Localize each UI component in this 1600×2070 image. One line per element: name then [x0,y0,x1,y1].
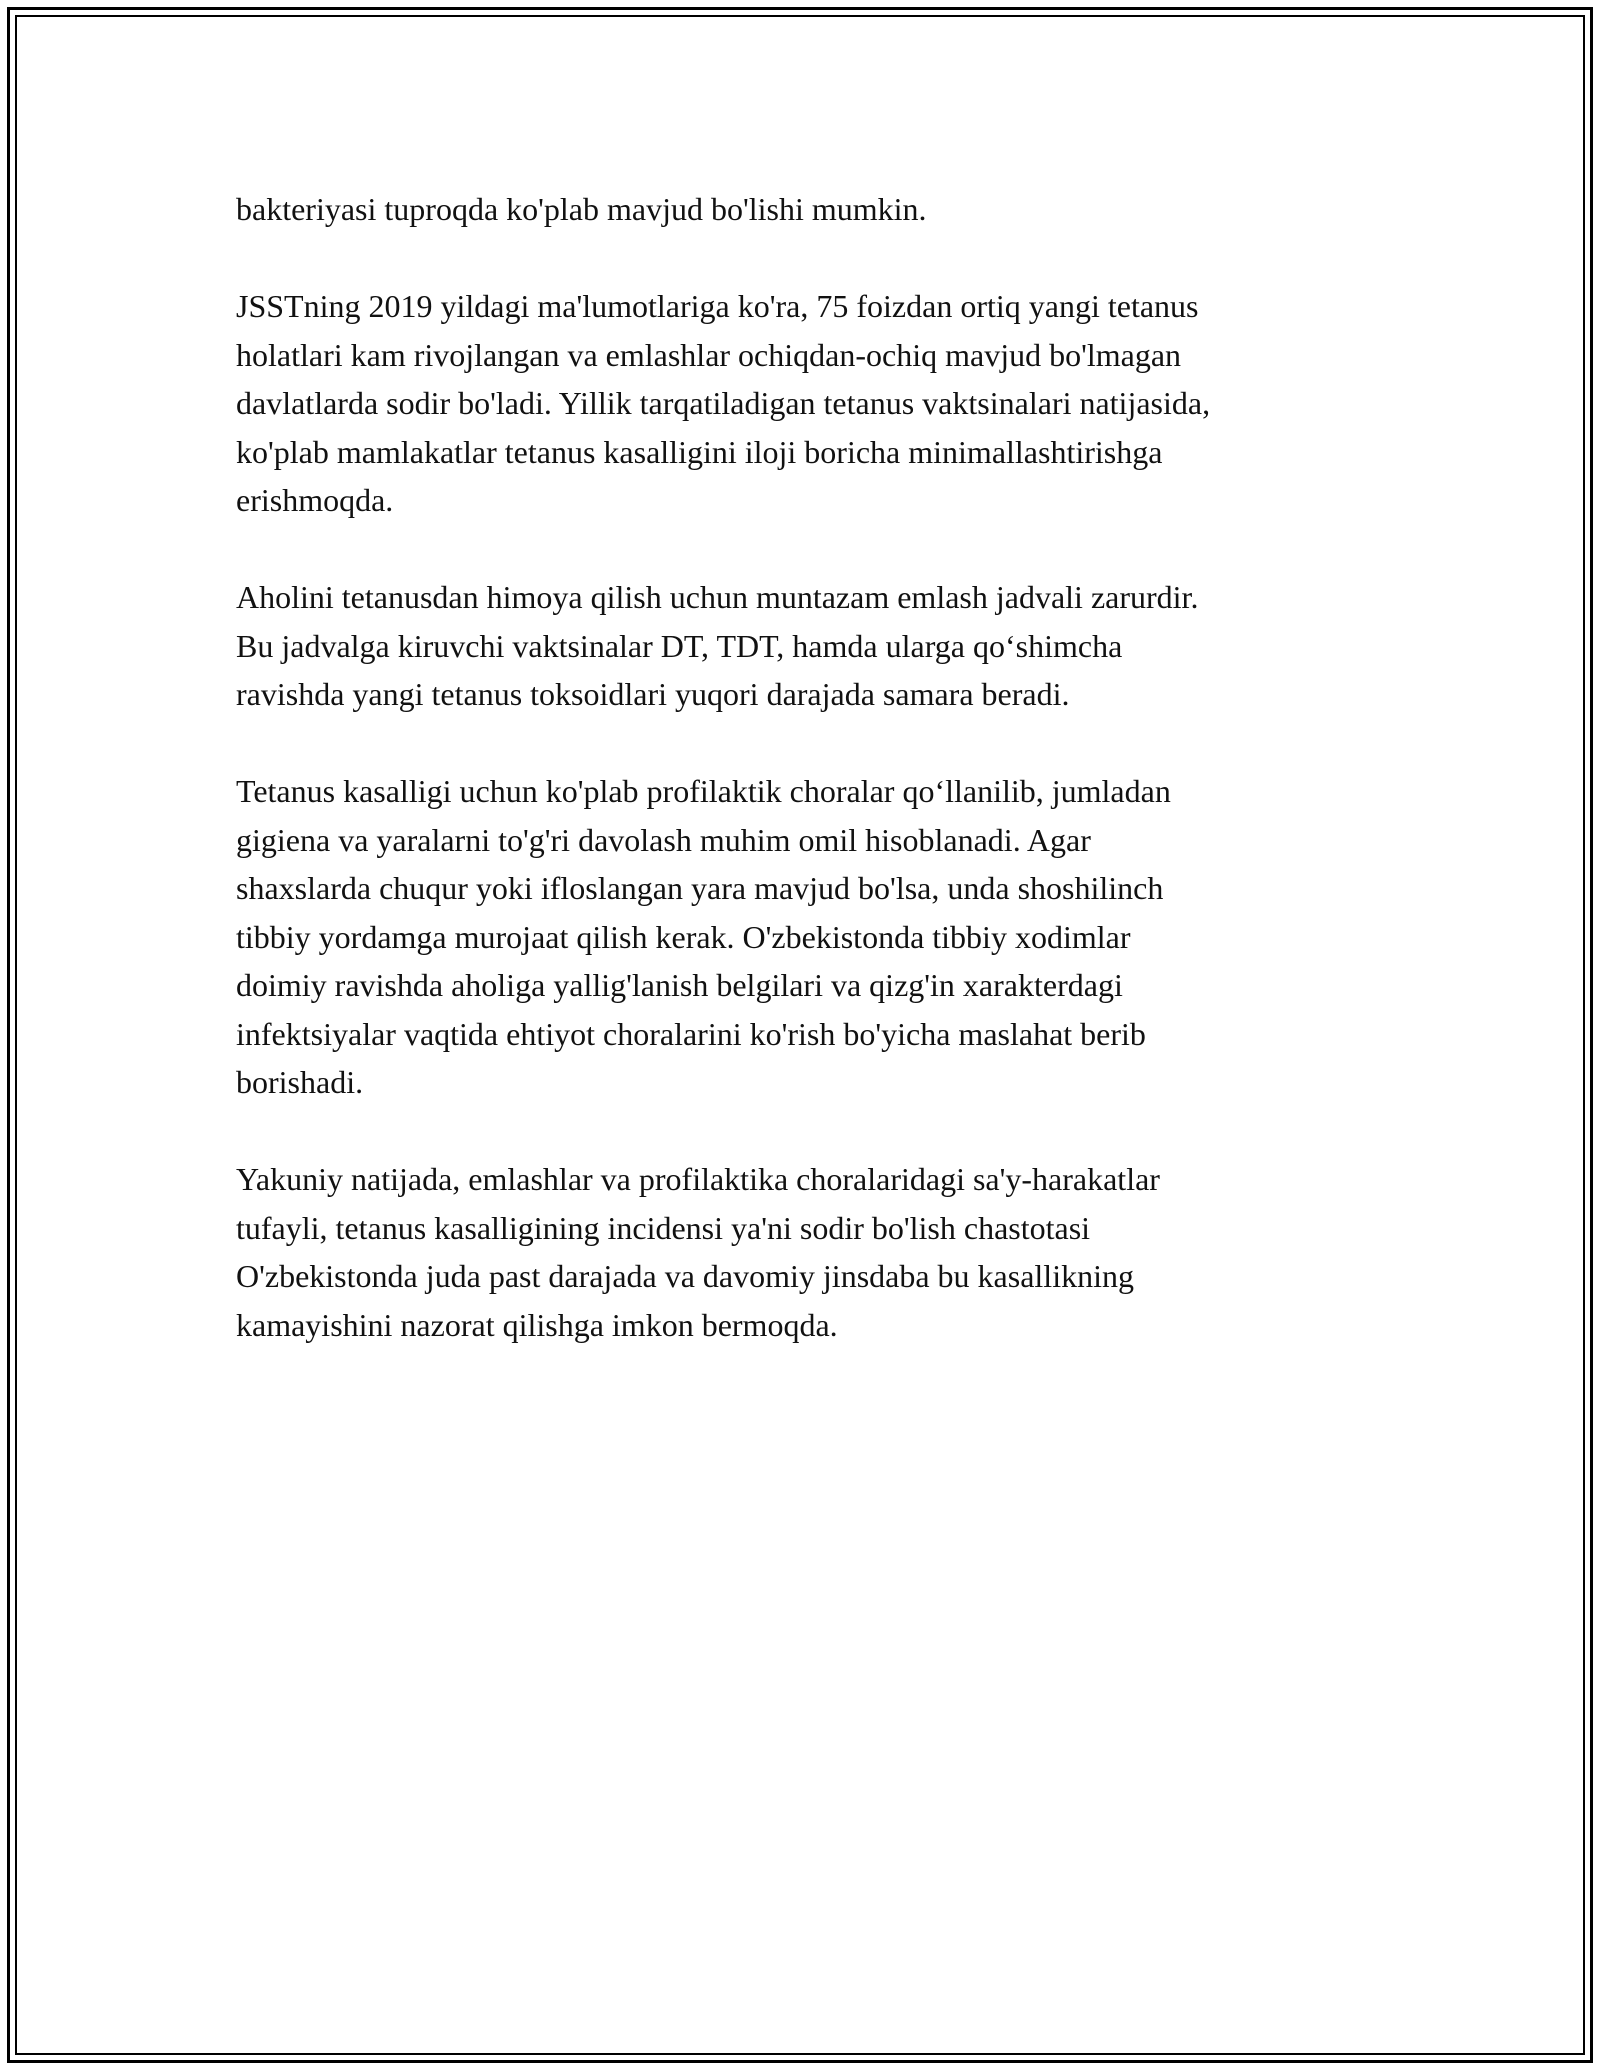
text-line: borishadi. [236,1064,364,1100]
text-line: shaxslarda chuqur yoki ifloslangan yara mavjud bo'lsa, unda shoshilinch [236,870,1164,906]
text-line: ko'plab mamlakatlar tetanus kasalligini iloji boricha minimallashtirishga [236,433,1163,470]
text-line: ravishda yangi tetanus toksoidlari yuqori darajada samara beradi. [236,676,1070,712]
text-line: infektsiyalar vaqtida ehtiyot choralarini ko'rish bo'yicha maslahat berib [236,1015,1146,1052]
paragraph-4 [236,767,1376,1107]
paragraph-5 [236,1155,1376,1349]
text-line: tibbiy yordamga murojaat qilish kerak. O'zbekistonda tibbiy xodimlar [236,918,1131,955]
text-line: Bu jadvalga kiruvchi vaktsinalar DT, TDT, hamda ularga qo‘shimcha [236,627,1123,664]
text-line: tufayli, tetanus kasalligining incidensi ya'ni sodir bo'lish chastotasi [236,1209,1091,1246]
text-line: kamayishini nazorat qilishga imkon bermoqda. [236,1306,838,1343]
text-line: gigiena va yaralarni to'g'ri davolash muhim omil hisoblanadi. Agar [236,821,1091,858]
text-line: holatlari kam rivojlangan va emlashlar ochiqdan-ochiq mavjud bo'lmagan [236,336,1182,373]
text-line: doimiy ravishda aholiga yallig'lanish belgilari va qizg'in xarakterdagi [236,967,1123,1003]
paragraph-2 [236,282,1376,525]
text-line: bakteriyasi tuproqda ko'plab mavjud bo'lishi mumkin. [236,191,927,227]
text-line: Aholini tetanusdan himoya qilish uchun muntazam emlash jadvali zarurdir. [236,579,1199,615]
paragraph-1 [236,185,1376,234]
text-line: Yakuniy natijada, emlashlar va profilaktika choralaridagi sa'y-harakatlar [236,1161,1160,1197]
text-line: erishmoqda. [236,482,394,518]
text-line: Tetanus kasalligi uchun ko'plab profilaktik choralar qo‘llanilib, jumladan [236,773,1171,809]
text-line: davlatlarda sodir bo'ladi. Yillik tarqatiladigan tetanus vaktsinalari natijasida, [236,385,1211,421]
text-line: JSSTning 2019 yildagi ma'lumotlariga ko'ra, 75 foizdan ortiq yangi tetanus [236,288,1199,324]
paragraph-3 [236,573,1376,719]
text-line: O'zbekistonda juda past darajada va davomiy jinsdaba bu kasallikning [236,1258,1134,1294]
document-body [236,185,1376,1398]
